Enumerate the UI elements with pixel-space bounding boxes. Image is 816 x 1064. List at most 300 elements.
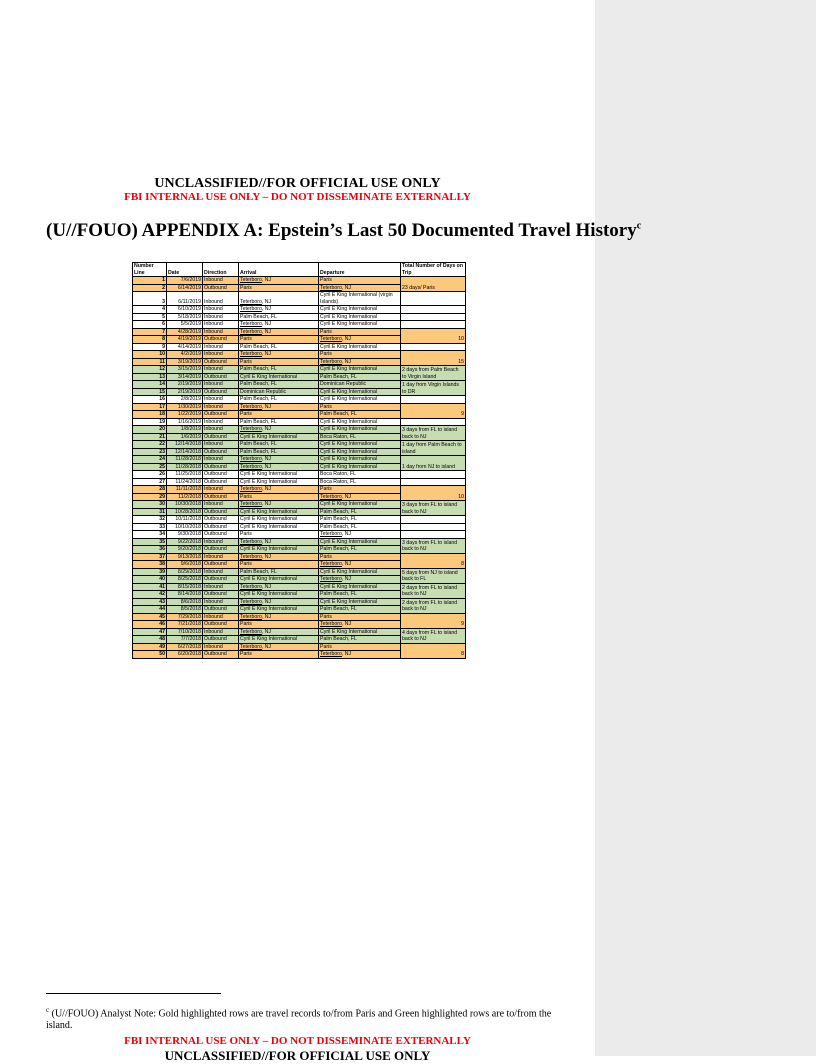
table-row xyxy=(133,643,466,651)
cell-number: 10 xyxy=(133,351,167,359)
cell-date: 11/25/2018 xyxy=(167,471,203,479)
table-row xyxy=(133,501,466,509)
cell-trip-total-empty xyxy=(401,471,466,479)
footnote xyxy=(46,1004,566,1032)
cell-arrival: Teterboro, NJ xyxy=(239,538,319,546)
cell-direction: Inbound xyxy=(203,456,239,464)
cell-date: 11/28/2018 xyxy=(167,456,203,464)
cell-number: 9 xyxy=(133,343,167,351)
cell-date: 10/10/2018 xyxy=(167,523,203,531)
cell-trip-total: 8 xyxy=(401,643,466,658)
table-row xyxy=(133,366,466,374)
cell-trip-total: 3 days from FL to island back to NJ xyxy=(401,426,466,441)
cell-arrival: Cyril E King International xyxy=(239,373,319,381)
cell-direction: Outbound xyxy=(203,478,239,486)
cell-number: 48 xyxy=(133,636,167,644)
cell-number: 42 xyxy=(133,591,167,599)
cell-arrival: Teterboro, NJ xyxy=(239,351,319,359)
cell-arrival: Cyril E King International xyxy=(239,636,319,644)
header-departure: Departure xyxy=(319,263,401,277)
cell-direction: Inbound xyxy=(203,381,239,389)
cell-departure: Palm Beach, FL xyxy=(319,411,401,419)
cell-trip-total-empty xyxy=(401,418,466,426)
page-number xyxy=(0,1043,595,1056)
cell-arrival: Palm Beach, FL xyxy=(239,396,319,404)
cell-date: 2/19/2019 xyxy=(167,381,203,389)
cell-departure: Cyril E King International xyxy=(319,306,401,314)
cell-direction: Inbound xyxy=(203,396,239,404)
cell-date: 7/29/2018 xyxy=(167,613,203,621)
table-row xyxy=(133,313,466,321)
cell-arrival: Cyril E King International xyxy=(239,546,319,554)
cell-direction: Inbound xyxy=(203,403,239,411)
cell-number: 44 xyxy=(133,606,167,614)
cell-number: 32 xyxy=(133,516,167,524)
cell-number: 20 xyxy=(133,426,167,434)
cell-direction: Inbound xyxy=(203,583,239,591)
cell-number: 19 xyxy=(133,418,167,426)
table-row xyxy=(133,628,466,636)
cell-trip-total: 2 days from Palm Beach to Virgin Island xyxy=(401,366,466,381)
cell-arrival: Cyril E King International xyxy=(239,508,319,516)
cell-trip-total-empty xyxy=(401,478,466,486)
cell-number: 29 xyxy=(133,493,167,501)
table-header-row xyxy=(133,263,466,277)
cell-date: 8/5/2018 xyxy=(167,606,203,614)
cell-date: 1/30/2019 xyxy=(167,403,203,411)
cell-date: 4/14/2019 xyxy=(167,343,203,351)
cell-direction: Inbound xyxy=(203,366,239,374)
cell-date: 6/14/2019 xyxy=(167,284,203,292)
cell-date: 7/10/2018 xyxy=(167,628,203,636)
cell-trip-total-empty xyxy=(401,306,466,314)
cell-direction: Outbound xyxy=(203,531,239,539)
cell-number: 30 xyxy=(133,501,167,509)
cell-direction: Outbound xyxy=(203,523,239,531)
table-row xyxy=(133,486,466,494)
cell-arrival: Teterboro, NJ xyxy=(239,613,319,621)
cell-direction: Outbound xyxy=(203,516,239,524)
cell-date: 8/29/2018 xyxy=(167,568,203,576)
cell-number: 23 xyxy=(133,448,167,456)
cell-departure: Cyril E King International xyxy=(319,366,401,374)
cell-departure: Paris xyxy=(319,613,401,621)
cell-date: 1/16/2019 xyxy=(167,418,203,426)
cell-number: 45 xyxy=(133,613,167,621)
cell-date: 6/27/2018 xyxy=(167,643,203,651)
cell-number: 16 xyxy=(133,396,167,404)
header-total-days: Total Number of Days on Trip xyxy=(401,263,466,277)
cell-number: 39 xyxy=(133,568,167,576)
footer-dissemination: FBI INTERNAL USE ONLY – DO NOT DISSEMINATE EXTERNALLY xyxy=(124,1035,471,1047)
travel-history-table xyxy=(132,262,466,659)
footnote-mark: c xyxy=(46,1006,50,1014)
cell-departure: Dominican Republic xyxy=(319,381,401,389)
footer-classification: UNCLASSIFIED//FOR OFFICIAL USE ONLY xyxy=(164,1048,431,1063)
cell-trip-total-empty xyxy=(401,523,466,531)
table-row xyxy=(133,321,466,329)
cell-number: 7 xyxy=(133,328,167,336)
cell-date: 8/15/2018 xyxy=(167,583,203,591)
cell-trip-total: 2 days from FL to island back to NJ xyxy=(401,598,466,613)
cell-arrival: Cyril E King International xyxy=(239,523,319,531)
table-row xyxy=(133,478,466,486)
cell-arrival: Palm Beach, FL xyxy=(239,313,319,321)
page-title xyxy=(46,220,641,242)
cell-departure: Cyril E King International xyxy=(319,426,401,434)
table-row xyxy=(133,456,466,464)
cell-arrival: Palm Beach, FL xyxy=(239,366,319,374)
cell-departure: Cyril E King International xyxy=(319,418,401,426)
cell-arrival: Paris xyxy=(239,358,319,366)
table-row xyxy=(133,418,466,426)
cell-departure: Teterboro, NJ xyxy=(319,621,401,629)
table-row xyxy=(133,523,466,531)
cell-number: 24 xyxy=(133,456,167,464)
table-row xyxy=(133,351,466,359)
header-arrival: Arrival xyxy=(239,263,319,277)
cell-departure: Teterboro, NJ xyxy=(319,531,401,539)
cell-arrival: Teterboro, NJ xyxy=(239,486,319,494)
cell-trip-total: 1 day from Virgin Islands to DR xyxy=(401,381,466,396)
cell-direction: Outbound xyxy=(203,448,239,456)
table-row xyxy=(133,516,466,524)
cell-direction: Outbound xyxy=(203,606,239,614)
cell-departure: Cyril E King International xyxy=(319,501,401,509)
cell-number: 41 xyxy=(133,583,167,591)
cell-departure: Palm Beach, FL xyxy=(319,636,401,644)
table-row xyxy=(133,292,466,306)
cell-date: 11/28/2018 xyxy=(167,463,203,471)
cell-number: 37 xyxy=(133,553,167,561)
cell-number: 17 xyxy=(133,403,167,411)
cell-number: 15 xyxy=(133,388,167,396)
cell-arrival: Teterboro, NJ xyxy=(239,598,319,606)
table-row xyxy=(133,553,466,561)
cell-trip-total-empty xyxy=(401,396,466,404)
cell-departure: Palm Beach, FL xyxy=(319,591,401,599)
cell-arrival: Palm Beach, FL xyxy=(239,418,319,426)
table-row xyxy=(133,396,466,404)
cell-direction: Inbound xyxy=(203,598,239,606)
cell-number: 2 xyxy=(133,284,167,292)
table-row xyxy=(133,598,466,606)
cell-departure: Paris xyxy=(319,553,401,561)
footnote-separator xyxy=(46,993,221,994)
cell-trip-total: 8 xyxy=(401,553,466,568)
cell-trip-total-empty xyxy=(401,313,466,321)
cell-arrival: Teterboro, NJ xyxy=(239,306,319,314)
cell-direction: Outbound xyxy=(203,493,239,501)
cell-departure: Cyril E King International xyxy=(319,396,401,404)
cell-direction: Inbound xyxy=(203,277,239,285)
cell-trip-total: 3 days from FL to island back to NJ xyxy=(401,501,466,516)
table-row xyxy=(133,531,466,539)
cell-number: 40 xyxy=(133,576,167,584)
cell-trip-total: 10 xyxy=(401,328,466,343)
cell-arrival: Palm Beach, FL xyxy=(239,448,319,456)
cell-direction: Outbound xyxy=(203,651,239,659)
cell-number: 43 xyxy=(133,598,167,606)
cell-date: 9/22/2018 xyxy=(167,538,203,546)
cell-number: 38 xyxy=(133,561,167,569)
comment-sidebar xyxy=(595,0,816,1056)
cell-trip-total: 15 xyxy=(401,351,466,366)
cell-date: 11/24/2018 xyxy=(167,478,203,486)
cell-departure: Cyril E King International xyxy=(319,456,401,464)
cell-direction: Outbound xyxy=(203,561,239,569)
table-row xyxy=(133,613,466,621)
cell-date: 12/14/2018 xyxy=(167,448,203,456)
cell-trip-total-empty xyxy=(401,516,466,524)
cell-direction: Inbound xyxy=(203,418,239,426)
cell-date: 9/30/2018 xyxy=(167,531,203,539)
table-row xyxy=(133,403,466,411)
cell-departure: Cyril E King International xyxy=(319,583,401,591)
cell-arrival: Cyril E King International xyxy=(239,471,319,479)
cell-date: 3/15/2019 xyxy=(167,366,203,374)
cell-arrival: Teterboro, NJ xyxy=(239,628,319,636)
cell-direction: Inbound xyxy=(203,613,239,621)
cell-departure: Teterboro, NJ xyxy=(319,561,401,569)
cell-departure: Boca Raton, FL xyxy=(319,478,401,486)
cell-arrival: Teterboro, NJ xyxy=(239,583,319,591)
cell-direction: Inbound xyxy=(203,426,239,434)
cell-departure: Cyril E King International xyxy=(319,343,401,351)
cell-trip-total-empty xyxy=(401,321,466,329)
cell-arrival: Teterboro, NJ xyxy=(239,321,319,329)
cell-date: 8/25/2018 xyxy=(167,576,203,584)
cell-number: 31 xyxy=(133,508,167,516)
cell-departure: Paris xyxy=(319,277,401,285)
cell-direction: Inbound xyxy=(203,538,239,546)
cell-departure: Teterboro, NJ xyxy=(319,576,401,584)
cell-number: 25 xyxy=(133,463,167,471)
cell-number: 36 xyxy=(133,546,167,554)
cell-number: 49 xyxy=(133,643,167,651)
cell-number: 11 xyxy=(133,358,167,366)
cell-direction: Inbound xyxy=(203,441,239,449)
cell-departure: Cyril E King International xyxy=(319,568,401,576)
cell-direction: Inbound xyxy=(203,306,239,314)
cell-number: 5 xyxy=(133,313,167,321)
cell-arrival: Teterboro, NJ xyxy=(239,553,319,561)
cell-trip-total: 2 days from FL to island back to NJ xyxy=(401,583,466,598)
cell-departure: Cyril E King International xyxy=(319,441,401,449)
cell-arrival: Paris xyxy=(239,284,319,292)
cell-date: 8/14/2018 xyxy=(167,591,203,599)
cell-date: 2/19/2019 xyxy=(167,388,203,396)
cell-departure: Teterboro, NJ xyxy=(319,651,401,659)
cell-arrival: Palm Beach, FL xyxy=(239,441,319,449)
header-classification: UNCLASSIFIED//FOR OFFICIAL USE ONLY xyxy=(154,176,441,191)
header-number-line: Number Line xyxy=(133,263,167,277)
cell-direction: Inbound xyxy=(203,553,239,561)
cell-direction: Outbound xyxy=(203,284,239,292)
cell-date: 3/19/2019 xyxy=(167,358,203,366)
cell-direction: Inbound xyxy=(203,643,239,651)
table-row xyxy=(133,328,466,336)
cell-departure: Cyril E King International xyxy=(319,538,401,546)
cell-arrival: Cyril E King International xyxy=(239,606,319,614)
cell-date: 9/20/2018 xyxy=(167,546,203,554)
table-row xyxy=(133,471,466,479)
cell-number: 35 xyxy=(133,538,167,546)
cell-number: 4 xyxy=(133,306,167,314)
cell-number: 21 xyxy=(133,433,167,441)
cell-date: 7/21/2018 xyxy=(167,621,203,629)
cell-direction: Outbound xyxy=(203,471,239,479)
cell-arrival: Paris xyxy=(239,621,319,629)
cell-departure: Boca Raton, FL xyxy=(319,471,401,479)
cell-date: 11/2/2018 xyxy=(167,493,203,501)
cell-direction: Outbound xyxy=(203,463,239,471)
cell-date: 9/13/2018 xyxy=(167,553,203,561)
cell-arrival: Teterboro, NJ xyxy=(239,643,319,651)
cell-departure: Cyril E King International (virgin Islands) xyxy=(319,292,401,306)
table-row xyxy=(133,538,466,546)
cell-direction: Inbound xyxy=(203,486,239,494)
cell-date: 4/28/2019 xyxy=(167,328,203,336)
cell-date: 6/20/2018 xyxy=(167,651,203,659)
cell-date: 7/7/2018 xyxy=(167,636,203,644)
cell-date: 12/14/2018 xyxy=(167,441,203,449)
cell-departure: Teterboro, NJ xyxy=(319,336,401,344)
cell-number: 47 xyxy=(133,628,167,636)
cell-date: 10/11/2018 xyxy=(167,516,203,524)
cell-direction: Inbound xyxy=(203,343,239,351)
cell-departure: Teterboro, NJ xyxy=(319,493,401,501)
cell-direction: Inbound xyxy=(203,313,239,321)
cell-arrival: Paris xyxy=(239,411,319,419)
cell-arrival: Teterboro, NJ xyxy=(239,277,319,285)
cell-number: 27 xyxy=(133,478,167,486)
cell-trip-total: 9 xyxy=(401,403,466,418)
cell-number: 12 xyxy=(133,366,167,374)
cell-departure: Cyril E King International xyxy=(319,448,401,456)
cell-arrival: Teterboro, NJ xyxy=(239,463,319,471)
cell-departure: Cyril E King International xyxy=(319,321,401,329)
cell-arrival: Teterboro, NJ xyxy=(239,426,319,434)
cell-direction: Inbound xyxy=(203,292,239,306)
cell-arrival: Paris xyxy=(239,651,319,659)
cell-arrival: Paris xyxy=(239,493,319,501)
cell-arrival: Palm Beach, FL xyxy=(239,343,319,351)
cell-direction: Outbound xyxy=(203,576,239,584)
cell-date: 4/2/2019 xyxy=(167,351,203,359)
table-row xyxy=(133,426,466,434)
cell-departure: Paris xyxy=(319,403,401,411)
cell-arrival: Palm Beach, FL xyxy=(239,568,319,576)
cell-number: 1 xyxy=(133,277,167,285)
cell-date: 10/28/2018 xyxy=(167,508,203,516)
cell-departure: Cyril E King International xyxy=(319,313,401,321)
header-dissemination: FBI INTERNAL USE ONLY – DO NOT DISSEMINATE EXTERNALLY xyxy=(124,191,471,203)
cell-arrival: Palm Beach, FL xyxy=(239,381,319,389)
cell-number: 6 xyxy=(133,321,167,329)
cell-date: 4/19/2019 xyxy=(167,336,203,344)
cell-departure: Palm Beach, FL xyxy=(319,373,401,381)
cell-number: 33 xyxy=(133,523,167,531)
cell-trip-total: 10 xyxy=(401,486,466,501)
table-body xyxy=(133,277,466,659)
cell-number: 28 xyxy=(133,486,167,494)
header-direction: Direction xyxy=(203,263,239,277)
cell-date: 11/11/2018 xyxy=(167,486,203,494)
cell-number: 50 xyxy=(133,651,167,659)
table-row xyxy=(133,568,466,576)
table-row xyxy=(133,583,466,591)
cell-departure: Palm Beach, FL xyxy=(319,523,401,531)
cell-direction: Outbound xyxy=(203,546,239,554)
cell-date: 9/6/2018 xyxy=(167,561,203,569)
cell-direction: Outbound xyxy=(203,508,239,516)
cell-departure: Cyril E King International xyxy=(319,628,401,636)
table-row xyxy=(133,441,466,449)
cell-arrival: Paris xyxy=(239,561,319,569)
cell-date: 2/8/2019 xyxy=(167,396,203,404)
cell-direction: Outbound xyxy=(203,636,239,644)
table-row xyxy=(133,381,466,389)
cell-trip-total: 4 days from FL to island back to NJ xyxy=(401,628,466,643)
cell-trip-total-empty xyxy=(401,531,466,539)
cell-direction: Outbound xyxy=(203,358,239,366)
cell-trip-total: 1 day from Palm Beach to island xyxy=(401,441,466,456)
table-row xyxy=(133,277,466,285)
header-date: Date xyxy=(167,263,203,277)
cell-date: 5/18/2019 xyxy=(167,313,203,321)
cell-direction: Outbound xyxy=(203,411,239,419)
cell-departure: Paris xyxy=(319,351,401,359)
cell-departure: Cyril E King International xyxy=(319,598,401,606)
cell-date: 10/30/2018 xyxy=(167,501,203,509)
cell-arrival: Teterboro, NJ xyxy=(239,501,319,509)
footnote-text: (U//FOUO) Analyst Note: Gold highlighted rows are travel records to/from Paris and Green highlighted rows are to/from the island. xyxy=(46,1008,552,1032)
cell-date: 6/10/2019 xyxy=(167,306,203,314)
cell-trip-total: 1 day from NJ to island xyxy=(401,456,466,471)
cell-number: 13 xyxy=(133,373,167,381)
cell-departure: Paris xyxy=(319,643,401,651)
cell-direction: Outbound xyxy=(203,621,239,629)
cell-trip-total: 5 days from NJ to island back to FL xyxy=(401,568,466,583)
cell-departure: Teterboro, NJ xyxy=(319,358,401,366)
cell-arrival: Teterboro, NJ xyxy=(239,328,319,336)
cell-direction: Inbound xyxy=(203,568,239,576)
cell-departure: Palm Beach, FL xyxy=(319,546,401,554)
cell-direction: Inbound xyxy=(203,351,239,359)
cell-number: 22 xyxy=(133,441,167,449)
cell-arrival: Paris xyxy=(239,336,319,344)
cell-arrival: Cyril E King International xyxy=(239,591,319,599)
cell-direction: Outbound xyxy=(203,373,239,381)
cell-arrival: Cyril E King International xyxy=(239,576,319,584)
table-row xyxy=(133,343,466,351)
cell-direction: Inbound xyxy=(203,501,239,509)
cell-direction: Outbound xyxy=(203,433,239,441)
cell-date: 5/5/2019 xyxy=(167,321,203,329)
cell-departure: Paris xyxy=(319,328,401,336)
cell-arrival: Paris xyxy=(239,531,319,539)
cell-direction: Outbound xyxy=(203,336,239,344)
cell-trip-total-empty xyxy=(401,343,466,351)
cell-arrival: Teterboro, NJ xyxy=(239,292,319,306)
cell-departure: Boca Raton, FL xyxy=(319,433,401,441)
cell-date: 1/6/2019 xyxy=(167,433,203,441)
cell-date: 1/8/2019 xyxy=(167,426,203,434)
cell-date: 8/6/2018 xyxy=(167,598,203,606)
cell-number: 46 xyxy=(133,621,167,629)
cell-number: 18 xyxy=(133,411,167,419)
